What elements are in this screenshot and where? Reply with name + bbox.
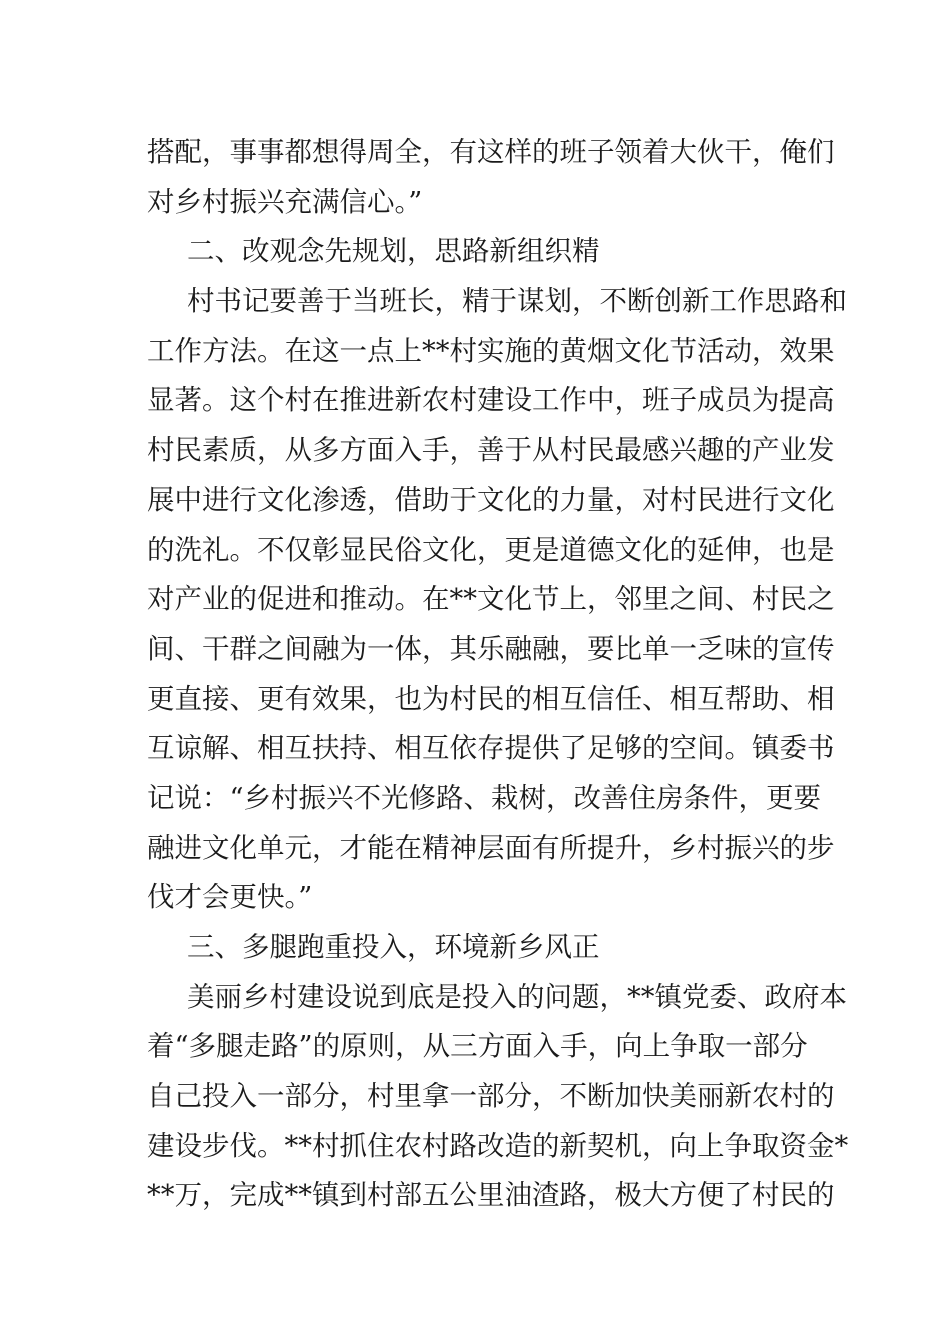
section-heading-2: 二、改观念先规划，思路新组织精 [187, 235, 600, 268]
text-line: 伐才会更快。” [147, 881, 313, 914]
text-line: **万，完成**镇到村部五公里油渣路，极大方便了村民的 [147, 1179, 835, 1212]
section-heading-3: 三、多腿跑重投入，环境新乡风正 [187, 931, 600, 963]
document-body [147, 128, 849, 1221]
text-line: 互谅解、相互扶持、相互依存提供了足够的空间。镇委书 [147, 732, 835, 765]
text-line: 村民素质，从多方面入手，善于从村民最感兴趣的产业发 [147, 434, 835, 467]
text-line: 对产业的促进和推动。在**文化节上，邻里之间、村民之 [147, 583, 835, 616]
text-line: 记说：“乡村振兴不光修路、栽树，改善住房条件，更要 [147, 781, 822, 814]
text-line: 更直接、更有效果，也为村民的相互信任、相互帮助、相 [147, 682, 835, 715]
text-line: 建设步伐。**村抓住农村路改造的新契机，向上争取资金* [147, 1129, 849, 1162]
text-line: 展中进行文化渗透，借助于文化的力量，对村民进行文化 [147, 483, 835, 516]
text-line: 的洗礼。不仅彰显民俗文化，更是道德文化的延伸，也是 [147, 533, 835, 566]
text-line: 村书记要善于当班长，精于谋划，不断创新工作思路和 [187, 285, 847, 318]
text-line: 着“多腿走路”的原则，从三方面入手，向上争取一部分 [147, 1030, 808, 1063]
text-line: 美丽乡村建设说到底是投入的问题，**镇党委、政府本 [187, 980, 847, 1013]
text-line: 融进文化单元，才能在精神层面有所提升，乡村振兴的步 [147, 831, 835, 864]
text-line: 工作方法。在这一点上**村实施的黄烟文化节活动，效果 [147, 334, 835, 367]
text-line: 间、干群之间融为一体，其乐融融，要比单一乏味的宣传 [147, 632, 835, 665]
text-line: 搭配，事事都想得周全，有这样的班子领着大伙干，俺们 [147, 136, 835, 168]
text-line: 显著。这个村在推进新农村建设工作中，班子成员为提高 [147, 384, 835, 417]
text-line: 自己投入一部分，村里拿一部分，不断加快美丽新农村的 [147, 1080, 835, 1113]
text-line: 对乡村振兴充满信心。” [147, 185, 423, 218]
